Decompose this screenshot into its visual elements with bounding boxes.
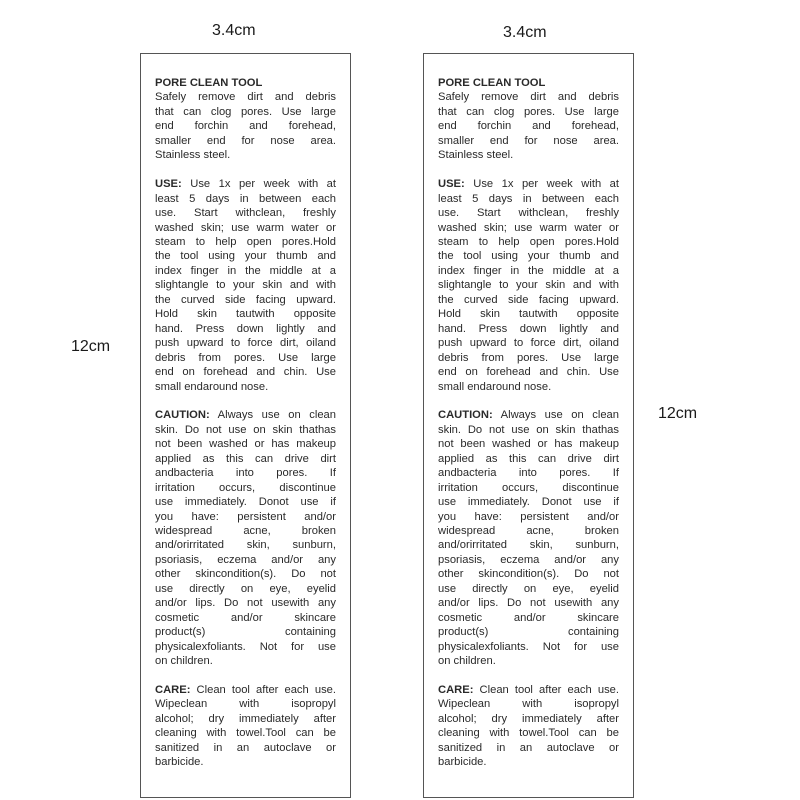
use-line: Hold skin tautwith opposite [155, 308, 336, 321]
height-dimension-right: 12cm [658, 405, 698, 422]
caution-line: product(s) containing [438, 626, 619, 639]
caution-line: use immediately. Donot use if [155, 496, 336, 509]
use-line: debris from pores. Use large [155, 351, 336, 364]
intro-line: smaller end for nose area. [438, 134, 619, 147]
use-line: push upward to force dirt, oiland [438, 337, 619, 350]
label-card-right [423, 53, 634, 798]
use-line: the curved side facing upward. [155, 293, 336, 306]
intro-line: that can clog pores. Use large [155, 105, 336, 118]
use-line: end on forehead and chin. Use [155, 366, 336, 379]
use-line: hand. Press down lightly and [438, 322, 619, 335]
product-title: PORE CLEAN TOOL [155, 77, 263, 89]
caution-line: cosmetic and/or skincare [438, 611, 619, 624]
use-line: index finger in the middle at a [438, 264, 619, 277]
use-line: end on forehead and chin. Use [438, 366, 619, 379]
caution-line: not been washed or has makeup [155, 438, 336, 451]
caution-line: and/orirritated skin, sunburn, [438, 539, 619, 552]
caution-line: physicalexfoliants. Not for use [155, 640, 336, 653]
intro-section [155, 76, 336, 163]
care-line: barbicide. [155, 756, 204, 769]
care-line: barbicide. [438, 756, 487, 769]
use-heading: USE: [155, 178, 182, 191]
care-line: Wipeclean with isopropyl [155, 698, 336, 711]
caution-line: andbacteria into pores. If [438, 467, 619, 480]
caution-line: use directly on eye, eyelid [155, 582, 336, 595]
care-line: cleaning with towel.Tool can be [438, 727, 619, 740]
care-heading: CARE: [155, 683, 191, 696]
caution-line: psoriasis, eczema and/or any [155, 553, 336, 566]
care-line [438, 683, 619, 697]
care-heading: CARE: [438, 683, 474, 696]
caution-line: and/or lips. Do not usewith any [155, 597, 336, 610]
care-section [155, 683, 336, 770]
care-section [438, 683, 619, 770]
caution-line: irritation occurs, discontinue [155, 481, 336, 494]
height-dimension-left: 12cm [71, 338, 111, 355]
caution-heading: CAUTION: [438, 409, 493, 422]
caution-line: andbacteria into pores. If [155, 467, 336, 480]
caution-line: skin. Do not use on skin thathas [438, 423, 619, 436]
use-line: steam to help open pores.Hold [155, 235, 336, 248]
caution-line: cosmetic and/or skincare [155, 611, 336, 624]
care-line: cleaning with towel.Tool can be [155, 727, 336, 740]
label-content [438, 76, 619, 784]
caution-line: product(s) containing [155, 626, 336, 639]
care-text: Clean tool after each use. [190, 683, 336, 696]
caution-line: not been washed or has makeup [438, 438, 619, 451]
use-line: index finger in the middle at a [155, 264, 336, 277]
use-section [155, 177, 336, 394]
caution-line: physicalexfoliants. Not for use [438, 640, 619, 653]
intro-line: end forchin and forehead, [438, 120, 619, 133]
use-line: Hold skin tautwith opposite [438, 308, 619, 321]
caution-line: on children. [155, 655, 213, 668]
intro-line: end forchin and forehead, [155, 120, 336, 133]
caution-line: you have: persistent and/or [438, 510, 619, 523]
use-line: least 5 days in between each [438, 192, 619, 205]
use-text: Use 1x per week with at [464, 178, 619, 191]
caution-section [155, 408, 336, 668]
care-line [155, 683, 336, 697]
caution-line: applied as this can drive dirt [438, 452, 619, 465]
use-line: debris from pores. Use large [438, 351, 619, 364]
use-line: small endaround nose. [438, 380, 552, 393]
caution-line: and/orirritated skin, sunburn, [155, 539, 336, 552]
use-line: the tool using your thumb and [155, 250, 336, 263]
use-line: the curved side facing upward. [438, 293, 619, 306]
product-title: PORE CLEAN TOOL [438, 77, 546, 89]
use-line [155, 177, 336, 191]
use-line: the tool using your thumb and [438, 250, 619, 263]
intro-line: Stainless steel. [155, 149, 231, 162]
care-text: Clean tool after each use. [473, 683, 619, 696]
caution-line [155, 408, 336, 422]
caution-line [438, 408, 619, 422]
care-line: sanitized in an autoclave or [155, 741, 336, 754]
caution-line: widespread acne, broken [155, 525, 336, 538]
caution-line: irritation occurs, discontinue [438, 481, 619, 494]
caution-text: Always use on clean [492, 409, 619, 422]
use-line: least 5 days in between each [155, 192, 336, 205]
use-line: steam to help open pores.Hold [438, 235, 619, 248]
use-line: use. Start withclean, freshly [155, 207, 336, 220]
use-line: washed skin; use warm water or [155, 221, 336, 234]
caution-line: skin. Do not use on skin thathas [155, 423, 336, 436]
use-line: washed skin; use warm water or [438, 221, 619, 234]
use-text: Use 1x per week with at [181, 178, 336, 191]
caution-text: Always use on clean [209, 409, 336, 422]
intro-line: Safely remove dirt and debris [438, 91, 619, 104]
caution-line: other skincondition(s). Do not [155, 568, 336, 581]
use-line: hand. Press down lightly and [155, 322, 336, 335]
label-card-left [140, 53, 351, 798]
width-dimension-right: 3.4cm [503, 24, 547, 41]
caution-section [438, 408, 619, 668]
intro-line: Stainless steel. [438, 149, 514, 162]
use-line: use. Start withclean, freshly [438, 207, 619, 220]
caution-line: applied as this can drive dirt [155, 452, 336, 465]
caution-line: use directly on eye, eyelid [438, 582, 619, 595]
use-section [438, 177, 619, 394]
caution-line: psoriasis, eczema and/or any [438, 553, 619, 566]
use-line: small endaround nose. [155, 380, 269, 393]
intro-line: Safely remove dirt and debris [155, 91, 336, 104]
intro-line: smaller end for nose area. [155, 134, 336, 147]
care-line: Wipeclean with isopropyl [438, 698, 619, 711]
width-dimension-left: 3.4cm [212, 22, 256, 39]
caution-line: widespread acne, broken [438, 525, 619, 538]
care-line: sanitized in an autoclave or [438, 741, 619, 754]
caution-line: you have: persistent and/or [155, 510, 336, 523]
caution-heading: CAUTION: [155, 409, 210, 422]
use-line: slightangle to your skin and with [155, 279, 336, 292]
caution-line: and/or lips. Do not usewith any [438, 597, 619, 610]
care-line: alcohol; dry immediately after [155, 712, 336, 725]
care-line: alcohol; dry immediately after [438, 712, 619, 725]
use-line [438, 177, 619, 191]
use-line: push upward to force dirt, oiland [155, 337, 336, 350]
use-line: slightangle to your skin and with [438, 279, 619, 292]
caution-line: other skincondition(s). Do not [438, 568, 619, 581]
caution-line: use immediately. Donot use if [438, 496, 619, 509]
intro-line: that can clog pores. Use large [438, 105, 619, 118]
use-heading: USE: [438, 178, 465, 191]
caution-line: on children. [438, 655, 496, 668]
label-content [155, 76, 336, 784]
intro-section [438, 76, 619, 163]
